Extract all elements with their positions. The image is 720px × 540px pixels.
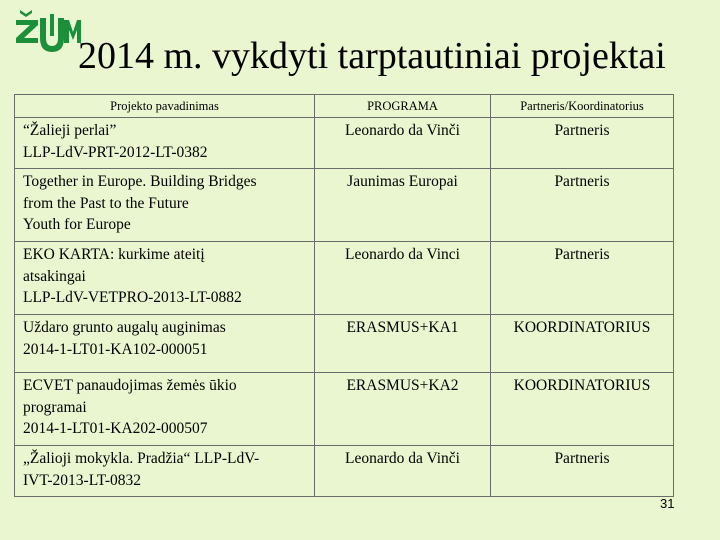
table-row (15, 315, 674, 373)
page-number: 31 (660, 496, 675, 511)
project-name-cell (15, 169, 315, 242)
program-cell: Leonardo da Vinči (315, 446, 491, 497)
project-name-line: 2014-1-LT01-KA202-000507 (23, 420, 208, 437)
logo-letter-z (16, 20, 38, 43)
column-header-role: Partneris/Koordinatorius (491, 95, 674, 118)
project-name-line: Uždaro grunto augalų auginimas (23, 319, 226, 336)
program-cell: Leonardo da Vinci (315, 242, 491, 315)
table-row (15, 118, 674, 169)
role-cell: KOORDINATORIUS (491, 315, 674, 373)
role-cell: Partneris (491, 446, 674, 497)
table-row (15, 242, 674, 315)
project-name-line: 2014-1-LT01-KA102-000051 (23, 340, 208, 358)
project-name-line: EKO KARTA: kurkime ateitį (23, 246, 205, 263)
project-name-cell (15, 446, 315, 497)
project-name-line: LLP-LdV-VETPRO-2013-LT-0882 (23, 289, 242, 306)
program-cell: ERASMUS+KA2 (315, 373, 491, 446)
program-cell: ERASMUS+KA1 (315, 315, 491, 373)
column-header-project-name: Projekto pavadinimas (15, 95, 315, 118)
role-cell: Partneris (491, 242, 674, 315)
logo-tine (50, 14, 54, 36)
project-name-line: Youth for Europe (23, 216, 131, 233)
project-name-line: programai (23, 398, 87, 416)
table-row (15, 169, 674, 242)
projects-table (14, 94, 674, 497)
project-name-line: IVT-2013-LT-0832 (23, 471, 141, 489)
project-name-line: ECVET panaudojimas žemės ūkio (23, 377, 237, 394)
project-name-line: from the Past to the Future (23, 194, 189, 212)
table-row (15, 373, 674, 446)
project-name-line: Together in Europe. Building Bridges (23, 173, 257, 190)
project-name-line: “Žalieji perlai” (23, 122, 117, 139)
project-name-cell (15, 242, 315, 315)
project-name-cell (15, 373, 315, 446)
project-name-cell (15, 315, 315, 373)
role-cell: Partneris (491, 169, 674, 242)
role-cell: KOORDINATORIUS (491, 373, 674, 446)
zum-logo (14, 8, 82, 56)
slide-title: 2014 m. vykdyti tarptautiniai projektai (78, 35, 666, 77)
table-header-row (15, 95, 674, 118)
project-name-cell (15, 118, 315, 169)
program-cell: Leonardo da Vinči (315, 118, 491, 169)
project-name-line: „Žalioji mokykla. Pradžia“ LLP-LdV- (23, 450, 260, 467)
project-name-line: atsakingai (23, 267, 86, 285)
role-cell: Partneris (491, 118, 674, 169)
column-header-program: PROGRAMA (315, 95, 491, 118)
program-cell: Jaunimas Europai (315, 169, 491, 242)
table-row (15, 446, 674, 497)
logo-caron (20, 10, 32, 17)
project-name-line: LLP-LdV-PRT-2012-LT-0382 (23, 143, 208, 161)
